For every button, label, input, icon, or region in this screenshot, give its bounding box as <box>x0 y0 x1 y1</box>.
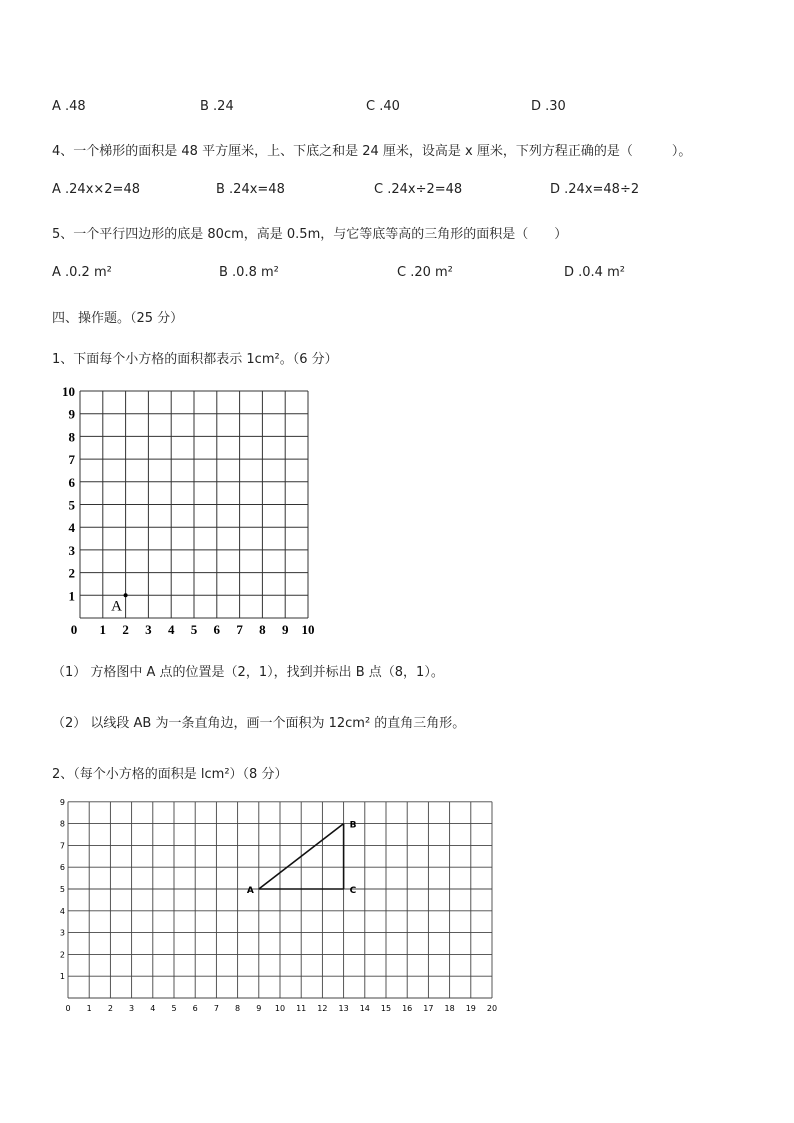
q3-option-c: C .40 <box>366 99 400 114</box>
grid2-x-tick: 17 <box>423 1004 434 1013</box>
grid2-x-tick: 18 <box>444 1004 455 1013</box>
q3-option-a: A .48 <box>52 99 86 114</box>
problem1-question: 1、下面每个小方格的面积都表示 1cm²。（6 分） <box>52 352 338 367</box>
q5-option-d: D .0.4 m² <box>564 265 625 280</box>
grid2-x-tick: 14 <box>359 1004 370 1013</box>
grid2-y-tick: 7 <box>59 841 65 851</box>
grid1-y-tick: 1 <box>68 588 75 604</box>
triangle-vertex-c-label: C <box>349 886 357 896</box>
grid2-x-tick: 4 <box>150 1004 156 1013</box>
q4-option-d: D .24x=48÷2 <box>550 182 640 197</box>
q5-option-a: A .0.2 m² <box>52 265 112 280</box>
grid2-x-tick: 2 <box>107 1004 113 1013</box>
grid2-y-tick: 8 <box>59 819 65 829</box>
q5-question: 5、一个平行四边形的底是 80cm，高是 0.5m，与它等底等高的三角形的面积是（ ） <box>52 227 568 242</box>
problem1-part1: （1） 方格图中 A 点的位置是（2，1），找到并标出 B 点（8，1）。 <box>52 665 444 680</box>
grid1-x-tick: 3 <box>145 622 152 637</box>
q5-option-b: B .0.8 m² <box>219 265 279 280</box>
grid1-x-tick: 2 <box>122 622 129 637</box>
grid1-y-tick: 2 <box>68 565 75 581</box>
grid2-x-tick: 11 <box>296 1004 307 1013</box>
grid1-y-tick: 5 <box>68 497 75 513</box>
grid1-y-tick: 4 <box>68 520 75 536</box>
grid2-x-tick: 8 <box>235 1004 241 1013</box>
grid1-x-tick: 8 <box>259 622 266 637</box>
grid1-x-tick: 7 <box>236 622 243 637</box>
grid2-y-tick: 2 <box>59 950 65 960</box>
grid2-x-tick: 0 <box>65 1004 71 1013</box>
triangle-vertex-a-label: A <box>246 886 254 896</box>
q5-option-c: C .20 m² <box>397 265 453 280</box>
grid1-x-tick: 5 <box>190 622 198 637</box>
grid1-y-tick: 6 <box>68 474 75 490</box>
grid1-x-tick: 4 <box>167 622 175 637</box>
q3-option-b: B .24 <box>200 99 234 114</box>
grid2-x-tick: 20 <box>486 1004 498 1013</box>
grid1-x-tick: 10 <box>301 622 315 637</box>
grid1-x-tick: 1 <box>99 622 107 637</box>
problem2-question: 2、（每个小方格的面积是 lcm²）（8 分） <box>52 767 288 782</box>
q4-option-a: A .24x×2=48 <box>52 182 140 197</box>
grid2-x-tick: 12 <box>317 1004 328 1013</box>
grid2-y-tick: 4 <box>59 906 65 916</box>
grid2-x-tick: 7 <box>213 1004 219 1013</box>
grid1-point-a <box>124 593 128 597</box>
grid2-x-tick: 16 <box>402 1004 413 1013</box>
grid2-y-tick: 3 <box>59 928 65 938</box>
grid2-y-tick: 5 <box>59 885 65 894</box>
grid2-x-tick: 6 <box>192 1004 198 1013</box>
grid1-x-tick: 6 <box>213 622 221 637</box>
grid1-x-tick: 0 <box>70 622 78 637</box>
grid2-x-tick: 1 <box>86 1004 92 1013</box>
problem1-part2: （2） 以线段 AB 为一条直角边，画一个面积为 12cm² 的直角三角形。 <box>52 716 466 731</box>
grid1-y-tick: 3 <box>68 542 75 558</box>
grid2-x-tick: 5 <box>171 1004 177 1013</box>
grid1-y-tick: 7 <box>68 452 75 468</box>
grid2-y-tick: 1 <box>59 972 65 982</box>
grid2-x-tick: 15 <box>380 1004 392 1013</box>
section-title: 四、操作题。（25 分） <box>52 311 184 326</box>
q4-option-c: C .24x÷2=48 <box>374 182 463 197</box>
grid2-x-tick: 10 <box>274 1004 286 1013</box>
grid2-x-tick: 19 <box>465 1004 476 1013</box>
grid1-y-tick: 10 <box>62 384 75 399</box>
grid1-x-tick: 9 <box>281 622 289 637</box>
grid1-point-a-label: A <box>111 598 123 615</box>
grid2-y-tick: 6 <box>59 863 65 873</box>
grid2-x-tick: 13 <box>338 1004 349 1013</box>
q3-option-d: D .30 <box>531 99 566 114</box>
grid1-y-tick: 8 <box>68 429 75 445</box>
triangle-side <box>259 824 344 889</box>
grid2-x-tick: 9 <box>256 1004 262 1013</box>
q4-option-b: B .24x=48 <box>216 182 285 197</box>
grid2-x-tick: 3 <box>129 1004 135 1013</box>
triangle-vertex-b-label: B <box>349 820 357 831</box>
grid1-y-tick: 9 <box>68 406 75 422</box>
q4-question: 4、一个梯形的面积是 48 平方厘米，上、下底之和是 24 厘米，设高是 x 厘米，下列方程正确的是（ ）。 <box>52 144 692 159</box>
grid2-y-tick: 9 <box>59 797 65 807</box>
